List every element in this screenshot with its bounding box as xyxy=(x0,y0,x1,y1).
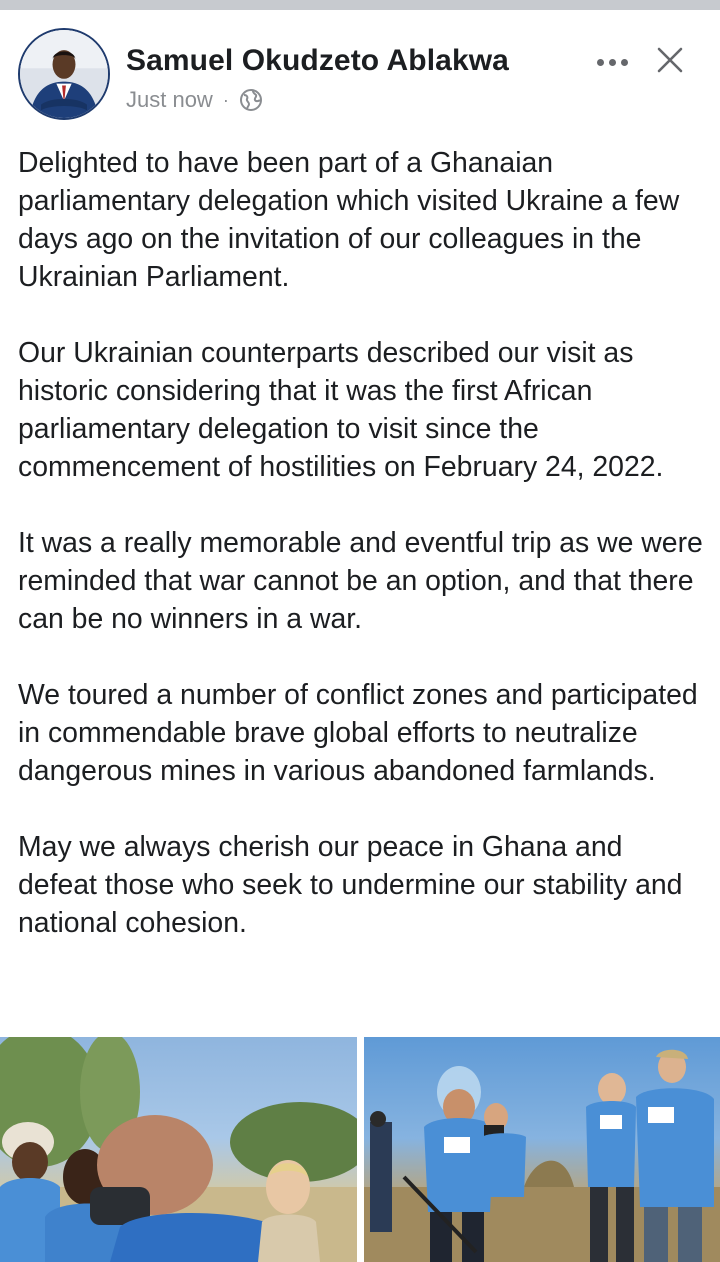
globe-icon[interactable] xyxy=(239,88,263,112)
meta-separator: · xyxy=(222,89,229,110)
post-paragraph: Our Ukrainian counterparts described our visit as historic considering that it was the first African parliamentary delegation to visit since the commencement of hostilities on February 24, 2022. xyxy=(18,337,664,483)
post-timestamp[interactable]: Just now xyxy=(126,87,213,112)
post-header xyxy=(0,10,720,130)
post-paragraph: It was a really memorable and eventful trip as we were reminded that war cannot be an option, and that there can be no winners in a war. xyxy=(18,527,703,635)
post-paragraph: We toured a number of conflict zones and participated in commendable brave global efforts to neutralize dangerous mines in various abandoned farmlands. xyxy=(18,679,698,787)
post-paragraph: May we always cherish our peace in Ghana and defeat those who seek to undermine our stability and national cohesion. xyxy=(18,831,683,939)
post-paragraph: Delighted to have been part of a Ghanaian parliamentary delegation which visited Ukraine a few days ago on the invitation of our colleagues in the Ukrainian Parliament. xyxy=(18,147,680,293)
avatar[interactable] xyxy=(18,28,110,120)
close-icon[interactable] xyxy=(652,42,688,78)
author-name[interactable]: Samuel Okudzeto Ablakwa xyxy=(126,44,509,77)
post-photo-2[interactable] xyxy=(364,1037,720,1262)
top-strip xyxy=(0,0,720,10)
more-options-icon[interactable] xyxy=(588,48,636,76)
post-body xyxy=(18,144,708,942)
post-photo-1[interactable] xyxy=(0,1037,357,1262)
post-meta xyxy=(126,86,263,114)
avatar-image xyxy=(20,30,108,118)
